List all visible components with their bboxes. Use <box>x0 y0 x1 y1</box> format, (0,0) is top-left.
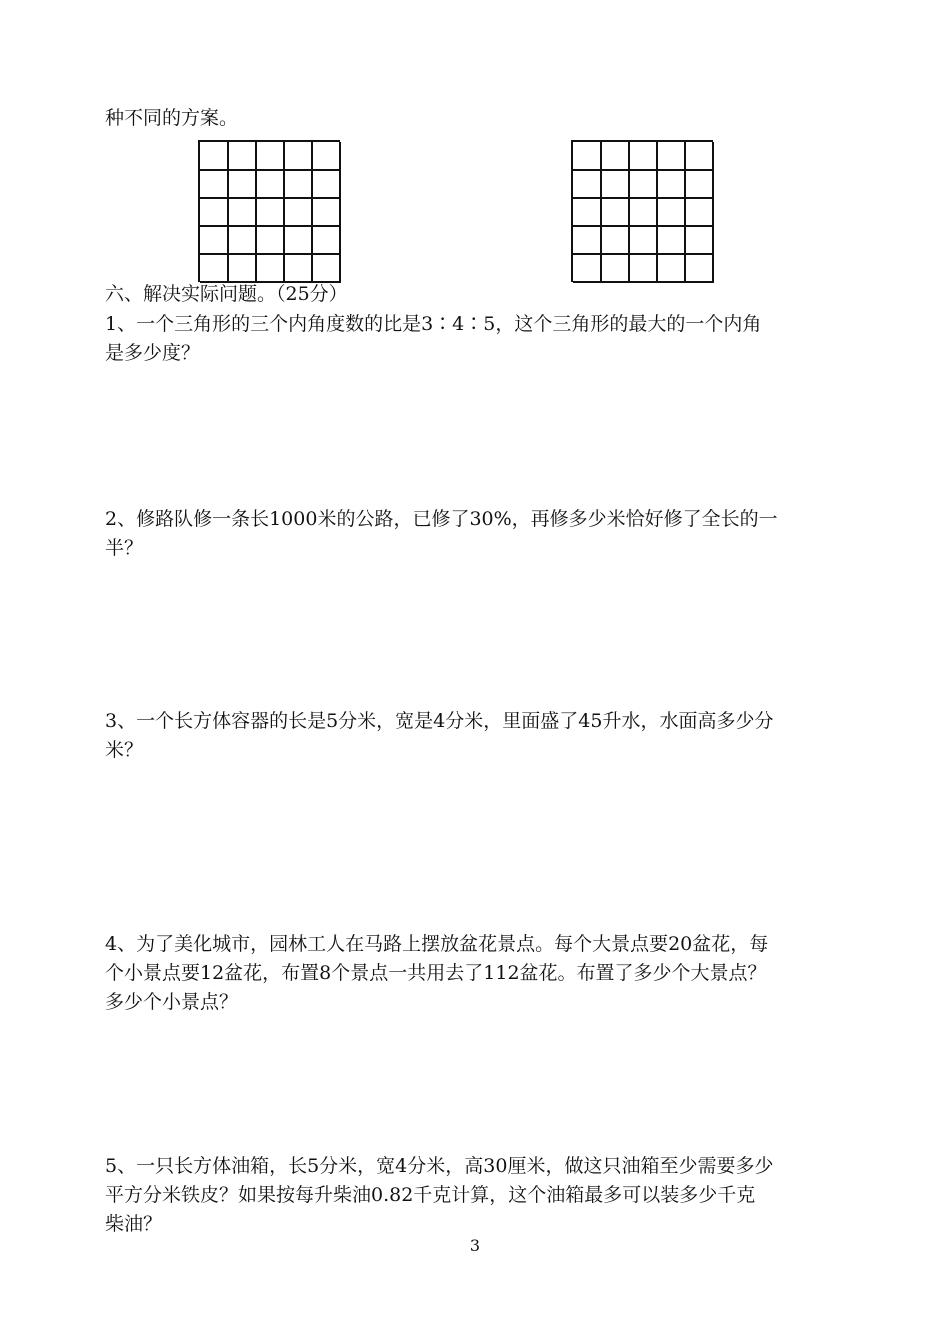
page-number: 3 <box>469 1236 481 1255</box>
square-grid-right <box>571 140 713 282</box>
intro-tail: 种不同的方案。 <box>105 107 239 129</box>
problem-5-line-3: 柴油？ <box>105 1213 163 1235</box>
problem-5-line-1: 5、一只长方体油箱，长5分米，宽4分米，高30厘米，做这只油箱至少需要多少 <box>105 1155 774 1177</box>
problem-4-line-3: 多少个小景点？ <box>105 991 239 1013</box>
problem-1-line-1: 1、一个三角形的三个内角度数的比是3∶4∶5，这个三角形的最大的一个内角 <box>105 313 762 335</box>
section-six-heading: 六、解决实际问题。（25分） <box>105 283 348 305</box>
problem-4-line-2: 个小景点要12盆花，布置8个景点一共用去了112盆花。布置了多少个大景点？ <box>105 962 767 984</box>
problem-2-line-1: 2、修路队修一条长1000米的公路，已修了30%，再修多少米恰好修了全长的一 <box>105 508 778 530</box>
problem-2-line-2: 半？ <box>105 537 144 559</box>
problem-5-line-2: 平方分米铁皮？如果按每升柴油0.82千克计算，这个油箱最多可以装多少千克 <box>105 1184 756 1206</box>
square-grid-left <box>198 140 340 282</box>
problem-3-line-2: 米？ <box>105 739 144 761</box>
problem-3-line-1: 3、一个长方体容器的长是5分米，宽是4分米，里面盛了45升水，水面高多少分 <box>105 710 774 732</box>
problem-4-line-1: 4、为了美化城市，园林工人在马路上摆放盆花景点。每个大景点要20盆花，每 <box>105 933 769 955</box>
problem-1-line-2: 是多少度？ <box>105 342 201 364</box>
